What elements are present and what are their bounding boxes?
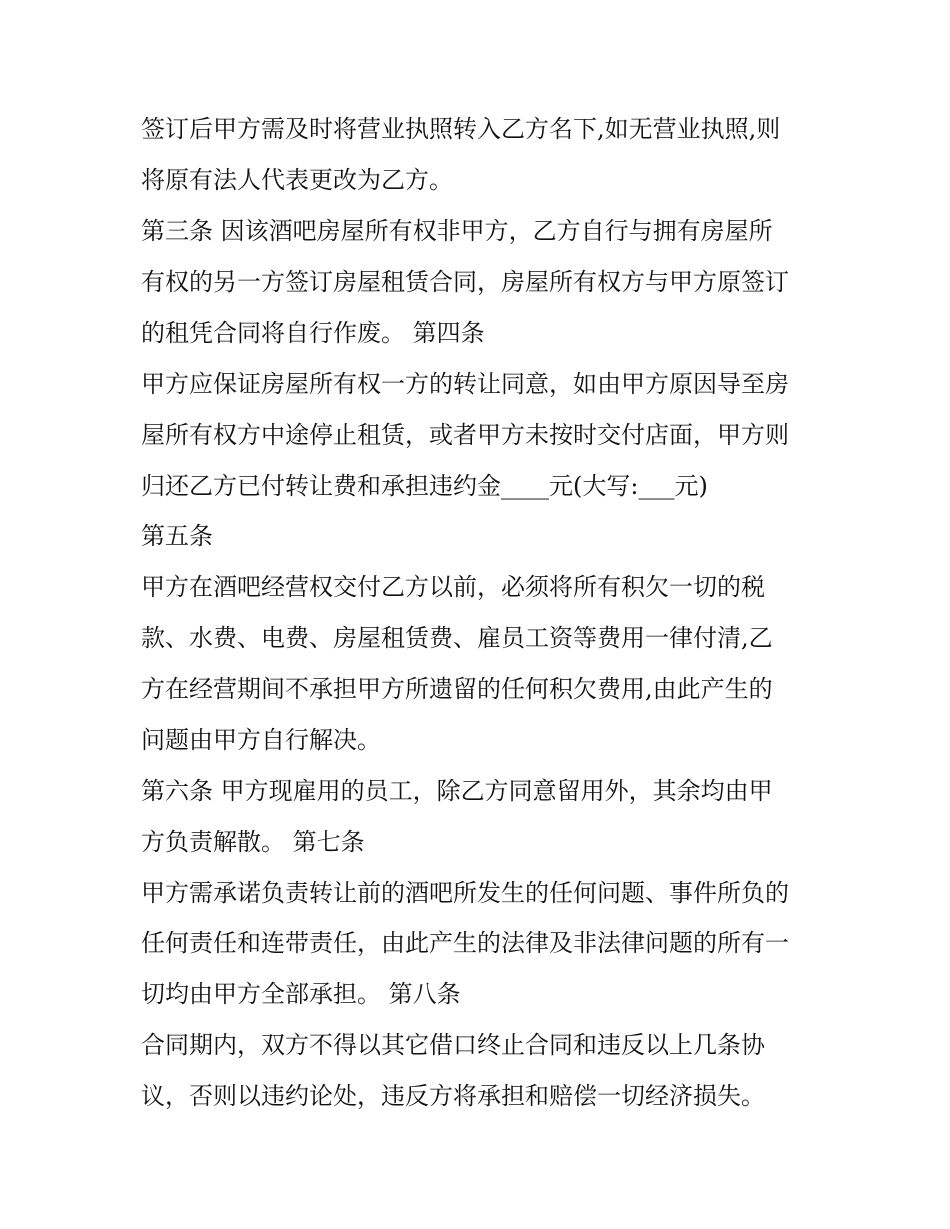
text-line: 议，否则以违约论处，违反方将承担和赔偿一切经济损失。 <box>141 1082 765 1110</box>
text-line: 方在经营期间不承担甲方所遗留的任何积欠费用,由此产生的 <box>141 675 773 703</box>
text-line: 有权的另一方签订房屋租赁合同，房屋所有权方与甲方原签订 <box>141 268 789 296</box>
text-line: 问题由甲方自行解决。 <box>141 726 381 754</box>
text-line: 甲方应保证房屋所有权一方的转让同意，如由甲方原因导至房 <box>141 370 789 398</box>
text-line: 甲方需承诺负责转让前的酒吧所发生的任何问题、事件所负的 <box>141 879 789 907</box>
text-line: 的租凭合同将自行作废。 第四条 <box>141 319 485 347</box>
text-line: 合同期内，双方不得以其它借口终止合同和违反以上几条协 <box>141 1031 765 1059</box>
text-line: 签订后甲方需及时将营业执照转入乙方名下,如无营业执照,则 <box>141 115 781 143</box>
text-line: 甲方在酒吧经营权交付乙方以前，必须将所有积欠一切的税 <box>141 573 765 601</box>
text-line: 方负责解散。 第七条 <box>141 828 365 856</box>
text-line: 归还乙方已付转让费和承担违约金____元(大写:___元) <box>141 472 708 500</box>
text-line: 第六条 甲方现雇用的员工，除乙方同意留用外，其余均由甲 <box>141 777 773 805</box>
text-line: 第五条 <box>141 522 213 550</box>
text-line: 切均由甲方全部承担。 第八条 <box>141 980 461 1008</box>
text-line: 将原有法人代表更改为乙方。 <box>141 166 453 194</box>
text-line: 任何责任和连带责任，由此产生的法律及非法律问题的所有一 <box>141 929 789 957</box>
text-line: 屋所有权方中途停止租赁，或者甲方未按时交付店面，甲方则 <box>141 421 789 449</box>
text-line: 第三条 因该酒吧房屋所有权非甲方，乙方自行与拥有房屋所 <box>141 217 773 245</box>
text-line: 款、水费、电费、房屋租赁费、雇员工资等费用一律付清,乙 <box>141 624 773 652</box>
